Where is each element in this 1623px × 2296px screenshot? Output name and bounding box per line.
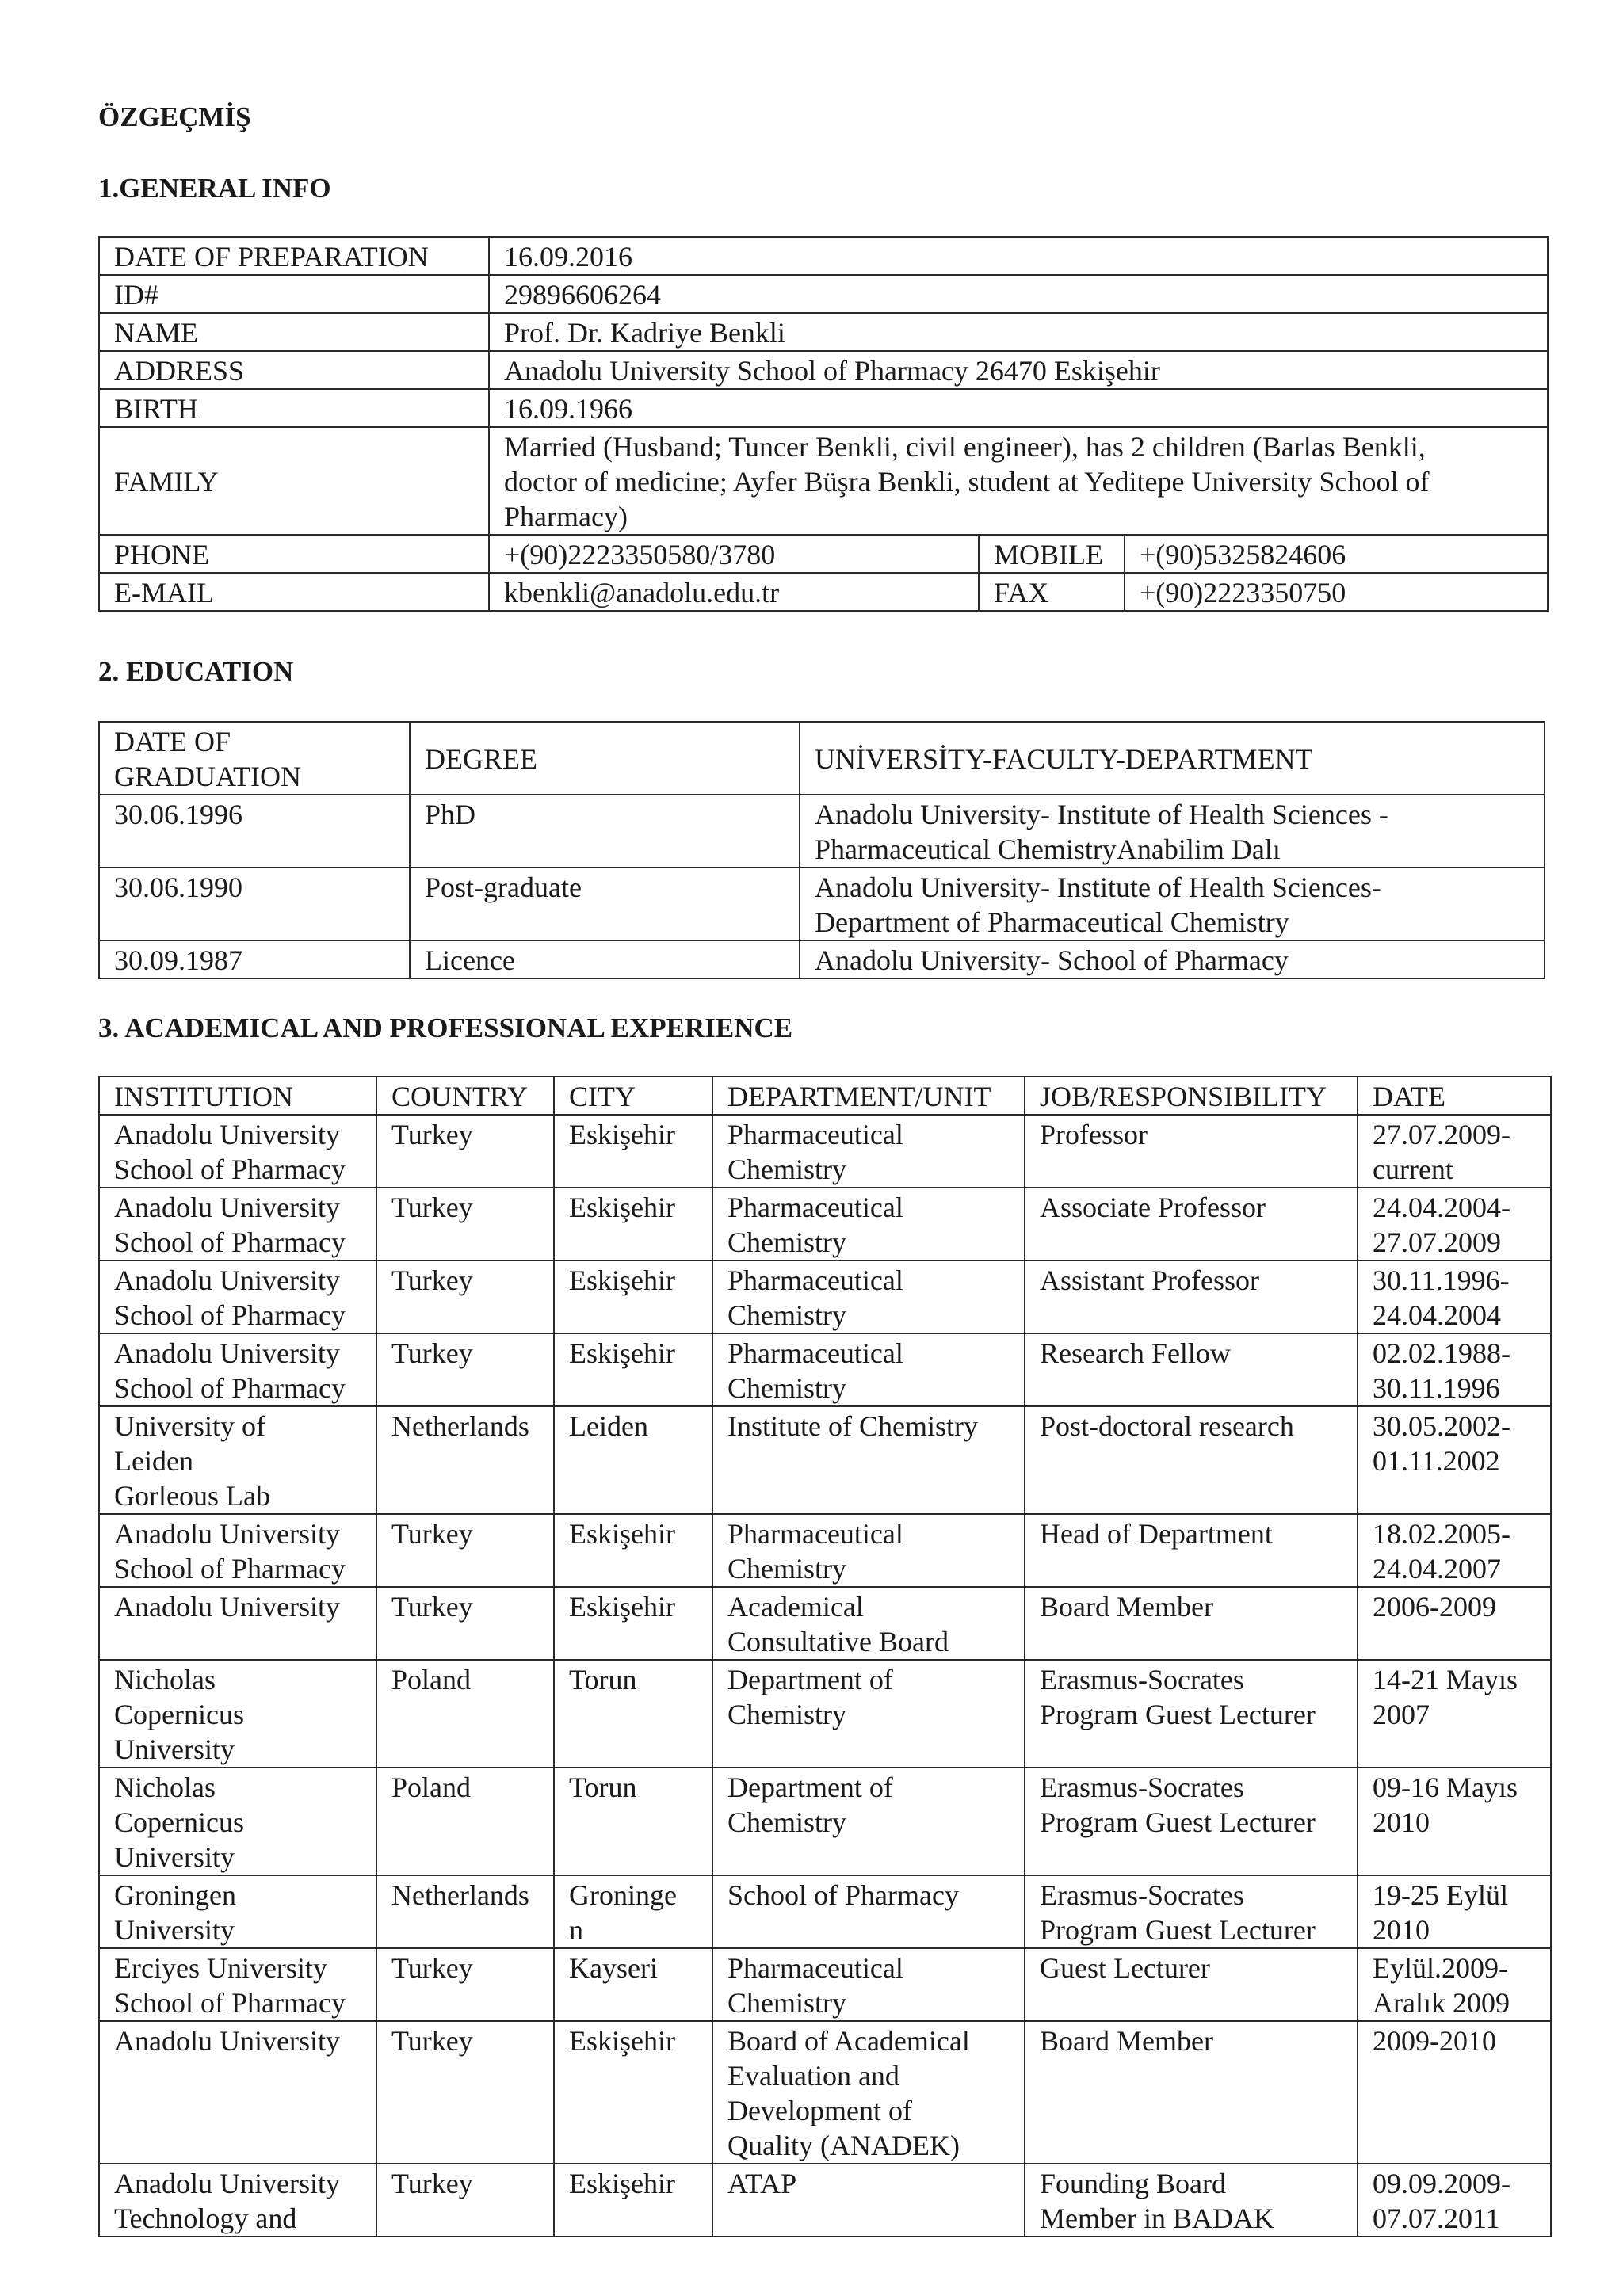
country-cell: [376, 2164, 554, 2237]
city-cell-line: Eskişehir: [569, 1264, 675, 1296]
date-cell: [1358, 1115, 1551, 1188]
date-cell-line: 2010: [1373, 1914, 1430, 1946]
label-cell: MOBILE: [979, 535, 1125, 573]
institution-cell: [99, 1660, 376, 1768]
label-cell: E-MAIL: [99, 573, 489, 611]
job-cell-line: Program Guest Lecturer: [1040, 1806, 1316, 1838]
institution-cell-line: Erciyes University: [114, 1952, 327, 1984]
job-cell: [1025, 1261, 1358, 1333]
city-cell: [554, 1261, 712, 1333]
value-cell: [489, 427, 1548, 535]
department-cell-line: Chemistry: [727, 1987, 846, 2019]
department-cell-line: Consultative Board: [727, 1626, 949, 1657]
department-cell: [712, 1948, 1025, 2021]
date-cell-line: 30.11.1996: [1373, 1372, 1500, 1404]
date-cell-line: 27.07.2009-: [1373, 1119, 1510, 1150]
graduation-date-cell: 30.09.1987: [99, 940, 410, 978]
institution-cell-line: Anadolu University: [114, 1119, 340, 1150]
country-cell-line: Turkey: [391, 1192, 473, 1223]
city-cell-line: Kayseri: [569, 1952, 658, 1984]
job-cell-line: Program Guest Lecturer: [1040, 1699, 1316, 1730]
general-row-family: [99, 427, 1548, 535]
institution-cell-line: Gorleous Lab: [114, 1480, 270, 1512]
education-row: [99, 940, 1545, 978]
job-cell: [1025, 2164, 1358, 2237]
experience-row: [99, 1660, 1551, 1768]
date-cell-line: 18.02.2005-: [1373, 1518, 1510, 1550]
city-cell-line: Eskişehir: [569, 2168, 675, 2199]
city-cell: [554, 1768, 712, 1875]
general-info-table: [98, 236, 1549, 612]
department-cell-line: Chemistry: [727, 1154, 846, 1185]
institution-cell: [99, 1188, 376, 1261]
job-cell-line: Professor: [1040, 1119, 1148, 1150]
institution-cell-line: Technology and: [114, 2203, 297, 2234]
institution-cell-line: Leiden: [114, 1445, 193, 1477]
date-cell-line: 2007: [1373, 1699, 1430, 1730]
education-rows: [99, 795, 1545, 978]
date-cell-line: current: [1373, 1154, 1453, 1185]
country-cell-line: Turkey: [391, 2025, 473, 2057]
date-cell-line: 30.11.1996-: [1373, 1264, 1510, 1296]
department-cell-line: Pharmaceutical: [727, 1518, 903, 1550]
date-cell: [1358, 1948, 1551, 2021]
city-cell-line: Eskişehir: [569, 2025, 675, 2057]
experience-header-row: [99, 1077, 1551, 1115]
label-cell: PHONE: [99, 535, 489, 573]
date-cell: [1358, 1261, 1551, 1333]
job-cell-line: Guest Lecturer: [1040, 1952, 1210, 1984]
header-cell: UNİVERSİTY-FACULTY-DEPARTMENT: [800, 722, 1545, 795]
institution-cell-line: Anadolu University: [114, 1264, 340, 1296]
university-cell-line: Anadolu University- Institute of Health Sciences-: [815, 871, 1381, 903]
country-cell: [376, 1875, 554, 1948]
institution-cell-line: Anadolu University: [114, 2168, 340, 2199]
experience-row: [99, 2164, 1551, 2237]
country-cell-line: Poland: [391, 1664, 472, 1695]
experience-table: [98, 1076, 1552, 2237]
date-cell-line: 01.11.2002: [1373, 1445, 1500, 1477]
label-cell: FAMILY: [99, 427, 489, 535]
institution-cell: [99, 1333, 376, 1406]
section-heading-general: 1.GENERAL INFO: [98, 173, 331, 204]
general-row-email: [99, 573, 1548, 611]
country-cell: [376, 1115, 554, 1188]
department-cell-line: Academical: [727, 1591, 864, 1623]
job-cell-line: Post-doctoral research: [1040, 1410, 1294, 1442]
university-cell: [800, 795, 1545, 868]
label-cell: FAX: [979, 573, 1125, 611]
experience-rows: [99, 1115, 1551, 2237]
value-cell: 29896606264: [489, 275, 1548, 313]
city-cell-line: Eskişehir: [569, 1192, 675, 1223]
header-cell: DEPARTMENT/UNIT: [712, 1077, 1025, 1115]
institution-cell-line: Copernicus: [114, 1806, 244, 1838]
city-cell-line: Torun: [569, 1772, 637, 1803]
value-cell: +(90)2223350750: [1125, 573, 1548, 611]
experience-row: [99, 1514, 1551, 1587]
job-cell: [1025, 1660, 1358, 1768]
department-cell: [712, 1333, 1025, 1406]
date-cell: [1358, 1333, 1551, 1406]
country-cell: [376, 1188, 554, 1261]
country-cell-line: Turkey: [391, 1518, 473, 1550]
country-cell-line: Turkey: [391, 1952, 473, 1984]
department-cell-line: Institute of Chemistry: [727, 1410, 978, 1442]
department-cell-line: Department of: [727, 1664, 893, 1695]
city-cell: [554, 1333, 712, 1406]
label-cell: NAME: [99, 313, 489, 351]
job-cell-line: Erasmus-Socrates: [1040, 1772, 1244, 1803]
institution-cell: [99, 2164, 376, 2237]
experience-row: [99, 1333, 1551, 1406]
date-cell: [1358, 2164, 1551, 2237]
department-cell-line: Pharmaceutical: [727, 1264, 903, 1296]
header-cell: DATE: [1358, 1077, 1551, 1115]
department-cell-line: Pharmaceutical: [727, 1952, 903, 1984]
date-cell-line: 30.05.2002-: [1373, 1410, 1510, 1442]
date-cell-line: 09-16 Mayıs: [1373, 1772, 1518, 1803]
institution-cell-line: Anadolu University: [114, 1192, 340, 1223]
city-cell: [554, 1875, 712, 1948]
institution-cell: [99, 1261, 376, 1333]
department-cell: [712, 1875, 1025, 1948]
university-cell: [800, 940, 1545, 978]
date-cell: [1358, 1406, 1551, 1514]
label-cell: DATE OF PREPARATION: [99, 237, 489, 275]
institution-cell-line: University of: [114, 1410, 265, 1442]
department-cell-line: Chemistry: [727, 1226, 846, 1258]
country-cell: [376, 1948, 554, 2021]
department-cell-line: Pharmaceutical: [727, 1119, 903, 1150]
value-cell: 16.09.1966: [489, 389, 1548, 427]
university-cell-line: Anadolu University- School of Pharmacy: [815, 944, 1289, 976]
institution-cell-line: Anadolu University: [114, 1591, 340, 1623]
department-cell-line: Quality (ANADEK): [727, 2130, 960, 2161]
job-cell: [1025, 1948, 1358, 2021]
city-cell: [554, 2164, 712, 2237]
date-cell-line: 27.07.2009: [1373, 1226, 1501, 1258]
value-cell: kbenkli@anadolu.edu.tr: [489, 573, 979, 611]
job-cell: [1025, 1768, 1358, 1875]
university-cell-line: Department of Pharmaceutical Chemistry: [815, 906, 1289, 938]
graduation-date-cell: 30.06.1990: [99, 868, 410, 940]
institution-cell: [99, 1406, 376, 1514]
job-cell: [1025, 1587, 1358, 1660]
country-cell: [376, 1587, 554, 1660]
header-cell: COUNTRY: [376, 1077, 554, 1115]
department-cell: [712, 1406, 1025, 1514]
institution-cell: [99, 1587, 376, 1660]
job-cell-line: Head of Department: [1040, 1518, 1273, 1550]
job-cell-line: Assistant Professor: [1040, 1264, 1259, 1296]
department-cell-line: Department of: [727, 1772, 893, 1803]
city-cell: [554, 1406, 712, 1514]
experience-row: [99, 1768, 1551, 1875]
general-row-name: [99, 313, 1548, 351]
institution-cell-line: School of Pharmacy: [114, 1299, 346, 1331]
date-cell: [1358, 2021, 1551, 2164]
city-cell: [554, 1188, 712, 1261]
institution-cell-line: Anadolu University: [114, 1518, 340, 1550]
department-cell-line: Chemistry: [727, 1806, 846, 1838]
institution-cell: [99, 1948, 376, 2021]
date-cell-line: 2010: [1373, 1806, 1430, 1838]
section-heading-education: 2. EDUCATION: [98, 656, 294, 687]
country-cell: [376, 1333, 554, 1406]
university-cell-line: Anadolu University- Institute of Health Sciences -: [815, 799, 1388, 830]
department-cell: [712, 1115, 1025, 1188]
department-cell-line: Chemistry: [727, 1699, 846, 1730]
department-cell-line: Development of: [727, 2095, 912, 2126]
country-cell-line: Turkey: [391, 2168, 473, 2199]
experience-row: [99, 1587, 1551, 1660]
country-cell: [376, 1261, 554, 1333]
country-cell-line: Turkey: [391, 1119, 473, 1150]
date-cell-line: 14-21 Mayıs: [1373, 1664, 1518, 1695]
job-cell-line: Member in BADAK: [1040, 2203, 1274, 2234]
institution-cell: [99, 1115, 376, 1188]
value-cell: 16.09.2016: [489, 237, 1548, 275]
experience-row: [99, 1406, 1551, 1514]
city-cell: [554, 1514, 712, 1587]
date-cell-line: 24.04.2004: [1373, 1299, 1501, 1331]
institution-cell: [99, 1768, 376, 1875]
education-header-row: [99, 722, 1545, 795]
institution-cell-line: University: [114, 1914, 235, 1946]
date-cell: [1358, 1587, 1551, 1660]
city-cell-line: Groninge: [569, 1879, 677, 1911]
department-cell-line: Chemistry: [727, 1299, 846, 1331]
job-cell-line: Erasmus-Socrates: [1040, 1879, 1244, 1911]
value-cell: +(90)2223350580/3780: [489, 535, 979, 573]
city-cell-line: Eskişehir: [569, 1119, 675, 1150]
job-cell-line: Erasmus-Socrates: [1040, 1664, 1244, 1695]
job-cell: [1025, 1333, 1358, 1406]
date-cell-line: Aralık 2009: [1373, 1987, 1510, 2019]
institution-cell-line: Anadolu University: [114, 2025, 340, 2057]
header-cell: CITY: [554, 1077, 712, 1115]
date-cell-line: 07.07.2011: [1373, 2203, 1500, 2234]
header-cell: [99, 722, 410, 795]
value-cell: +(90)5325824606: [1125, 535, 1548, 573]
institution-cell-line: University: [114, 1733, 235, 1765]
institution-cell-line: School of Pharmacy: [114, 1226, 346, 1258]
experience-row: [99, 1188, 1551, 1261]
experience-row: [99, 1115, 1551, 1188]
education-table: [98, 721, 1545, 979]
header-cell: JOB/RESPONSIBILITY: [1025, 1077, 1358, 1115]
job-cell: [1025, 1406, 1358, 1514]
city-cell: [554, 1115, 712, 1188]
institution-cell-line: Groningen: [114, 1879, 236, 1911]
country-cell: [376, 1406, 554, 1514]
country-cell-line: Poland: [391, 1772, 472, 1803]
job-cell: [1025, 1514, 1358, 1587]
institution-cell-line: School of Pharmacy: [114, 1372, 346, 1404]
institution-cell-line: University: [114, 1841, 235, 1873]
job-cell: [1025, 1115, 1358, 1188]
institution-cell-line: Copernicus: [114, 1699, 244, 1730]
city-cell: [554, 1948, 712, 2021]
experience-row: [99, 2021, 1551, 2164]
experience-row: [99, 1948, 1551, 2021]
institution-cell: [99, 2021, 376, 2164]
date-cell: [1358, 1875, 1551, 1948]
date-cell: [1358, 1514, 1551, 1587]
university-cell: [800, 868, 1545, 940]
header-line: GRADUATION: [114, 761, 301, 792]
general-row-date: [99, 237, 1548, 275]
country-cell-line: Netherlands: [391, 1879, 529, 1911]
city-cell-line: Leiden: [569, 1410, 648, 1442]
job-cell-line: Associate Professor: [1040, 1192, 1266, 1223]
department-cell: [712, 1768, 1025, 1875]
job-cell: [1025, 2021, 1358, 2164]
job-cell-line: Program Guest Lecturer: [1040, 1914, 1316, 1946]
department-cell-line: School of Pharmacy: [727, 1879, 959, 1911]
department-cell: [712, 1514, 1025, 1587]
country-cell: [376, 2021, 554, 2164]
institution-cell-line: School of Pharmacy: [114, 1987, 346, 2019]
department-cell-line: Pharmaceutical: [727, 1192, 903, 1223]
date-cell: [1358, 1768, 1551, 1875]
value-cell: Prof. Dr. Kadriye Benkli: [489, 313, 1548, 351]
city-cell-line: n: [569, 1914, 583, 1946]
date-cell-line: 24.04.2007: [1373, 1553, 1501, 1585]
job-cell: [1025, 1875, 1358, 1948]
city-cell-line: Eskişehir: [569, 1337, 675, 1369]
date-cell-line: 02.02.1988-: [1373, 1337, 1510, 1369]
department-cell: [712, 1587, 1025, 1660]
job-cell-line: Research Fellow: [1040, 1337, 1231, 1369]
family-line: Pharmacy): [504, 501, 628, 532]
department-cell: [712, 1660, 1025, 1768]
experience-row: [99, 1261, 1551, 1333]
department-cell-line: Evaluation and: [727, 2060, 899, 2092]
value-cell: Anadolu University School of Pharmacy 26470 Eskişehir: [489, 351, 1548, 389]
city-cell-line: Eskişehir: [569, 1591, 675, 1623]
institution-cell-line: School of Pharmacy: [114, 1553, 346, 1585]
city-cell-line: Eskişehir: [569, 1518, 675, 1550]
graduation-date-cell: 30.06.1996: [99, 795, 410, 868]
section-heading-experience: 3. ACADEMICAL AND PROFESSIONAL EXPERIENCE: [98, 1013, 793, 1043]
header-line: DATE OF: [114, 726, 231, 757]
institution-cell-line: Nicholas: [114, 1772, 216, 1803]
degree-cell: Post-graduate: [410, 868, 800, 940]
department-cell-line: Chemistry: [727, 1372, 846, 1404]
country-cell-line: Netherlands: [391, 1410, 529, 1442]
date-cell: [1358, 1660, 1551, 1768]
general-row-phone: [99, 535, 1548, 573]
date-cell-line: 2009-2010: [1373, 2025, 1496, 2057]
department-cell-line: Pharmaceutical: [727, 1337, 903, 1369]
institution-cell: [99, 1875, 376, 1948]
institution-cell-line: Anadolu University: [114, 1337, 340, 1369]
department-cell: [712, 1261, 1025, 1333]
city-cell: [554, 2021, 712, 2164]
header-cell: DEGREE: [410, 722, 800, 795]
degree-cell: PhD: [410, 795, 800, 868]
date-cell: [1358, 1188, 1551, 1261]
education-row: [99, 868, 1545, 940]
family-line: Married (Husband; Tuncer Benkli, civil engineer), has 2 children (Barlas Benkli,: [504, 431, 1426, 463]
department-cell: [712, 2164, 1025, 2237]
department-cell-line: ATAP: [727, 2168, 797, 2199]
degree-cell: Licence: [410, 940, 800, 978]
institution-cell: [99, 1514, 376, 1587]
university-cell-line: Pharmaceutical ChemistryAnabilim Dalı: [815, 833, 1281, 865]
date-cell-line: 09.09.2009-: [1373, 2168, 1510, 2199]
city-cell-line: Torun: [569, 1664, 637, 1695]
city-cell: [554, 1587, 712, 1660]
general-row-address: [99, 351, 1548, 389]
job-cell-line: Founding Board: [1040, 2168, 1227, 2199]
department-cell: [712, 2021, 1025, 2164]
country-cell-line: Turkey: [391, 1337, 473, 1369]
date-cell-line: 24.04.2004-: [1373, 1192, 1510, 1223]
date-cell-line: 19-25 Eylül: [1373, 1879, 1508, 1911]
header-cell: INSTITUTION: [99, 1077, 376, 1115]
country-cell: [376, 1514, 554, 1587]
city-cell: [554, 1660, 712, 1768]
experience-row: [99, 1875, 1551, 1948]
department-cell-line: Board of Academical: [727, 2025, 970, 2057]
institution-cell-line: School of Pharmacy: [114, 1154, 346, 1185]
document-title: ÖZGEÇMİŞ: [98, 101, 251, 132]
country-cell: [376, 1768, 554, 1875]
date-cell-line: Eylül.2009-: [1373, 1952, 1508, 1984]
family-line: doctor of medicine; Ayfer Büşra Benkli, student at Yeditepe University School of: [504, 466, 1430, 498]
job-cell-line: Board Member: [1040, 1591, 1213, 1623]
general-row-id: [99, 275, 1548, 313]
label-cell: ADDRESS: [99, 351, 489, 389]
date-cell-line: 2006-2009: [1373, 1591, 1496, 1623]
institution-cell-line: Nicholas: [114, 1664, 216, 1695]
general-row-birth: [99, 389, 1548, 427]
country-cell: [376, 1660, 554, 1768]
education-row: [99, 795, 1545, 868]
label-cell: ID#: [99, 275, 489, 313]
label-cell: BIRTH: [99, 389, 489, 427]
country-cell-line: Turkey: [391, 1264, 473, 1296]
department-cell-line: Chemistry: [727, 1553, 846, 1585]
job-cell: [1025, 1188, 1358, 1261]
country-cell-line: Turkey: [391, 1591, 473, 1623]
job-cell-line: Board Member: [1040, 2025, 1213, 2057]
department-cell: [712, 1188, 1025, 1261]
